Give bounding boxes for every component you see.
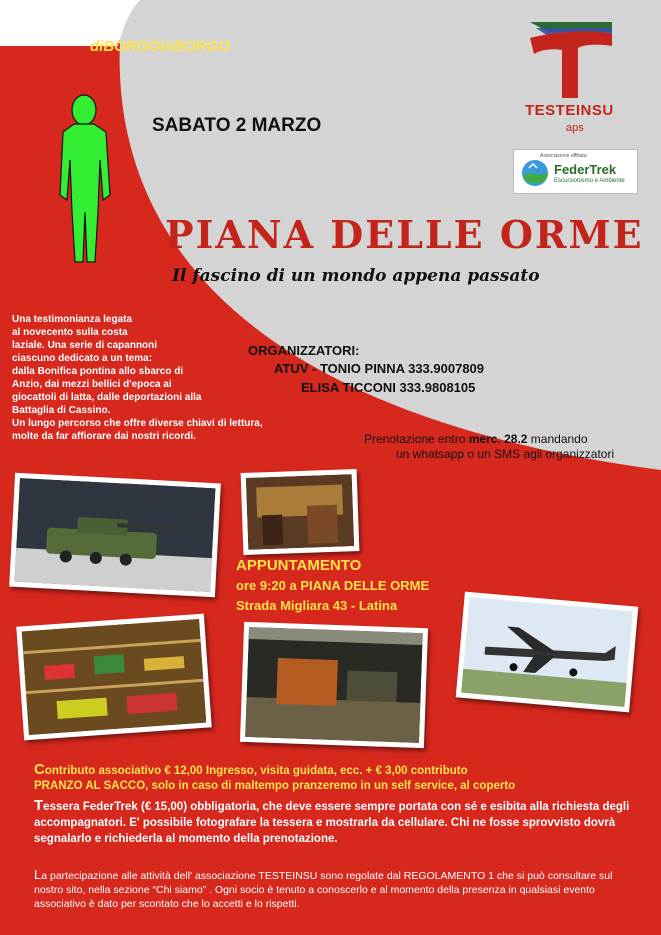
tessera-initial: T [34, 797, 44, 814]
event-date: SABATO 2 MARZO [152, 115, 322, 136]
photo-toys [16, 614, 211, 741]
contribution-initial: C [34, 761, 45, 778]
logo-suffix: aps [566, 122, 584, 134]
appointment-time: ore 9:20 a PIANA DELLE ORME [236, 578, 430, 593]
organizer-line: ATUV - TONIO PINNA 333.9007809 [274, 361, 485, 376]
photo-tank [9, 473, 221, 598]
booking-deadline: merc. 28.2 [468, 432, 528, 446]
photo-airplane [456, 592, 639, 713]
intro-line: giocattoli di latta, dalle deportazioni alla [12, 392, 202, 403]
page-subtitle: Il fascino di un mondo appena passato [172, 266, 540, 286]
intro-line: al novecento sulla costa [12, 327, 128, 338]
page-title: PIANA DELLE ORME [165, 212, 644, 257]
photo-machinery [240, 622, 428, 748]
appointment-address: Strada Migliara 43 - Latina [236, 598, 398, 613]
tagline: diBORGOinBORGO [90, 38, 230, 55]
intro-line: dalla Bonifica pontina allo sbarco di [12, 366, 184, 377]
appointment-heading: APPUNTAMENTO [236, 557, 362, 574]
contribution-line1: ontributo associativo € 12,00 Ingresso, visita guidata, ecc. + € 3,00 contributo [44, 765, 468, 777]
person-figure-icon [60, 95, 110, 262]
booking-post: mandando [527, 432, 588, 446]
organizer-line: ELISA TICCONI 333.9808105 [301, 380, 476, 395]
contribution-text [34, 762, 634, 794]
participation-initial: L [34, 867, 42, 882]
booking-line [364, 432, 588, 446]
contribution-line2: PRANZO AL SACCO, solo in caso di maltempo pranzeremo in un self service, al coperto [34, 780, 516, 792]
intro-line: Anzio, dai mezzi bellici d'epoca ai [12, 379, 172, 390]
photo-hangar [241, 469, 360, 555]
participation-body: a partecipazione alle attività dell' associazione TESTEINSU sono regolate dal REGOLAMENTO 1 che si può consultare sul nostro sito, nella sezione “Chi siamo” . Ogni socio è tenuto a conoscerlo e al momento della presenza in qualsiasi evento associativo è dato per scontato che lo accetti e lo rispetti. [34, 870, 613, 910]
intro-line: Battaglia di Cassino. [12, 405, 111, 416]
tessera-text [34, 798, 634, 847]
booking-pre: Prenotazione entro [364, 432, 469, 446]
intro-line: Un lungo percorso che offre diverse chiavi di lettura, [12, 418, 263, 429]
federtrek-name: FederTrek [554, 162, 617, 177]
participation-text [34, 868, 639, 911]
intro-line: molte da far affiorare dai nostri ricordi. [12, 431, 196, 442]
federtrek-badge-top: Associazione affiliata [540, 153, 587, 159]
intro-line: laziale. Una serie di capannoni [12, 340, 158, 351]
federtrek-globe-icon [520, 158, 550, 188]
tessera-body: essera FederTrek (€ 15,00) obbligatoria, che deve essere sempre portata con sé e esibita alla richiesta degli accompagnatori. E' possibile fotografare la tessera e mostrarla da cellulare. Chi ne fosse sprovvisto dovrà segnalarlo e richiederla al momento della prenotazione. [34, 801, 630, 845]
logo-name: TESTEINSU [525, 102, 614, 119]
intro-line: ciascuno dedicato a un tema: [12, 353, 153, 364]
federtrek-desc: Escursionismo e Ambiente [554, 178, 625, 184]
intro-line: Una testimonianza legata [12, 314, 133, 325]
federtrek-badge [513, 149, 638, 194]
intro-text [12, 313, 332, 443]
organizers-heading: ORGANIZZATORI: [248, 343, 360, 358]
booking-line-2: un whatsapp o un SMS agli organizzatori [396, 447, 615, 461]
